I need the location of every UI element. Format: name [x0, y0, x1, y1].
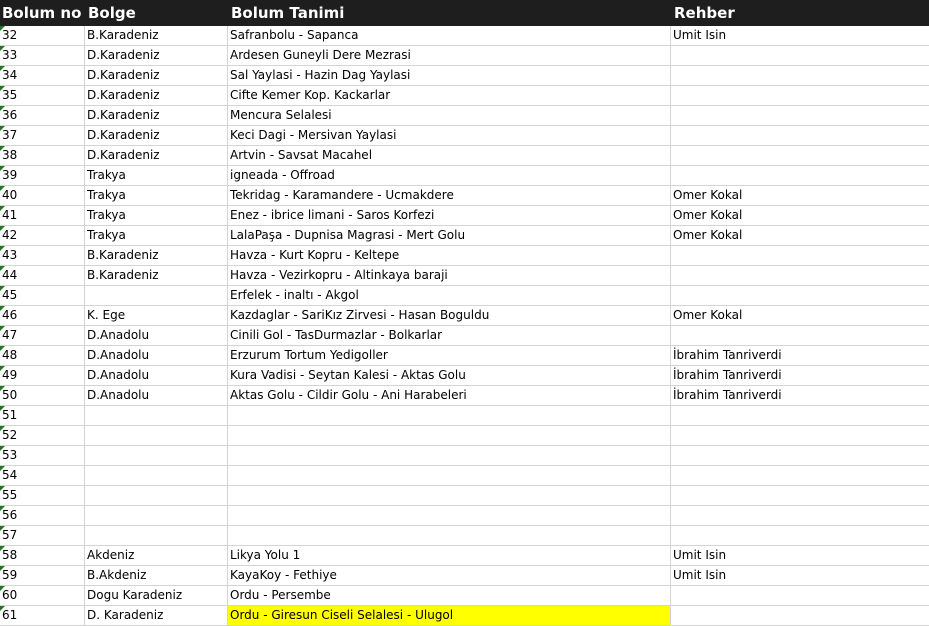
cell-rehber[interactable]	[671, 26, 929, 45]
cell-bolum-tanimi[interactable]	[228, 186, 671, 205]
cell-bolum-no-text: 48	[2, 348, 18, 362]
cell-rehber[interactable]	[671, 66, 929, 85]
cell-bolum-no-text: 58	[2, 548, 18, 562]
cell-rehber[interactable]	[671, 126, 929, 145]
cell-bolum-no[interactable]	[0, 506, 85, 525]
number-as-text-warning-icon	[0, 606, 5, 611]
cell-rehber-text: Omer Kokal	[673, 188, 743, 202]
cell-bolum-no[interactable]	[0, 186, 85, 205]
cell-rehber[interactable]	[671, 166, 929, 185]
cell-bolum-tanimi[interactable]	[228, 546, 671, 565]
cell-bolge[interactable]	[85, 366, 228, 385]
table-row	[0, 186, 929, 206]
number-as-text-warning-icon	[0, 286, 5, 291]
table-row	[0, 146, 929, 166]
cell-bolum-tanimi-text: Mencura Selalesi	[230, 108, 332, 122]
cell-bolge-text: Trakya	[87, 228, 126, 242]
cell-bolum-no-text: 43	[2, 248, 18, 262]
number-as-text-warning-icon	[0, 526, 5, 531]
cell-bolge[interactable]	[85, 386, 228, 405]
cell-bolge-text: D.Karadeniz	[87, 108, 160, 122]
cell-rehber[interactable]	[671, 146, 929, 165]
number-as-text-warning-icon	[0, 106, 5, 111]
cell-bolum-tanimi-text: Kura Vadisi - Seytan Kalesi - Aktas Golu	[230, 368, 466, 382]
cell-bolum-tanimi[interactable]	[228, 286, 671, 305]
table-row	[0, 246, 929, 266]
number-as-text-warning-icon	[0, 546, 5, 551]
cell-rehber[interactable]	[671, 366, 929, 385]
cell-bolge-text: D.Anadolu	[87, 348, 150, 362]
cell-bolum-tanimi[interactable]	[228, 446, 671, 465]
cell-bolge[interactable]	[85, 486, 228, 505]
cell-bolum-no[interactable]	[0, 66, 85, 85]
table-row	[0, 506, 929, 526]
cell-bolum-tanimi[interactable]	[228, 466, 671, 485]
cell-bolum-tanimi-text: Erfelek - inaltı - Akgol	[230, 288, 359, 302]
table-row	[0, 546, 929, 566]
number-as-text-warning-icon	[0, 486, 5, 491]
cell-rehber-text: İbrahim Tanriverdi	[673, 368, 782, 382]
table-row	[0, 346, 929, 366]
cell-bolge-text: D.Karadeniz	[87, 48, 160, 62]
cell-bolge[interactable]	[85, 246, 228, 265]
table-row	[0, 226, 929, 246]
cell-bolge[interactable]	[85, 46, 228, 65]
cell-bolum-tanimi-text: Kazdaglar - SariKız Zirvesi - Hasan Boguldu	[230, 308, 490, 322]
cell-bolum-tanimi[interactable]	[228, 426, 671, 445]
cell-bolum-tanimi[interactable]	[228, 606, 671, 625]
cell-rehber[interactable]	[671, 326, 929, 345]
number-as-text-warning-icon	[0, 386, 5, 391]
cell-bolge[interactable]	[85, 266, 228, 285]
number-as-text-warning-icon	[0, 566, 5, 571]
cell-bolum-tanimi[interactable]	[228, 46, 671, 65]
cell-bolum-no[interactable]	[0, 346, 85, 365]
cell-bolum-tanimi[interactable]	[228, 166, 671, 185]
cell-bolum-no-text: 42	[2, 228, 18, 242]
cell-bolum-no[interactable]	[0, 526, 85, 545]
cell-bolge[interactable]	[85, 66, 228, 85]
cell-rehber[interactable]	[671, 266, 929, 285]
cell-bolge[interactable]	[85, 446, 228, 465]
cell-bolum-no[interactable]	[0, 106, 85, 125]
cell-bolum-no-text: 45	[2, 288, 18, 302]
cell-bolum-no-text: 53	[2, 448, 18, 462]
number-as-text-warning-icon	[0, 586, 5, 591]
cell-bolge-text: Trakya	[87, 208, 126, 222]
number-as-text-warning-icon	[0, 146, 5, 151]
cell-bolge[interactable]	[85, 206, 228, 225]
cell-bolum-tanimi-text: Keci Dagi - Mersivan Yaylasi	[230, 128, 397, 142]
cell-bolum-no-text: 41	[2, 208, 18, 222]
cell-bolum-tanimi[interactable]	[228, 566, 671, 585]
cell-bolge-text: D.Anadolu	[87, 328, 150, 342]
cell-bolum-no-text: 44	[2, 268, 18, 282]
table-row	[0, 606, 929, 626]
cell-bolum-tanimi[interactable]	[228, 266, 671, 285]
cell-bolum-no-text: 46	[2, 308, 18, 322]
cell-bolum-no[interactable]	[0, 366, 85, 385]
cell-bolum-tanimi-text: LalaPaşa - Dupnisa Magrasi - Mert Golu	[230, 228, 466, 242]
cell-bolum-no-text: 57	[2, 528, 18, 542]
cell-bolge[interactable]	[85, 586, 228, 605]
cell-bolum-no-text: 61	[2, 608, 18, 622]
cell-rehber[interactable]	[671, 386, 929, 405]
number-as-text-warning-icon	[0, 206, 5, 211]
cell-rehber-text: Umit Isin	[673, 548, 727, 562]
cell-bolge[interactable]	[85, 326, 228, 345]
cell-bolge-text: D.Karadeniz	[87, 88, 160, 102]
cell-bolum-tanimi[interactable]	[228, 326, 671, 345]
cell-bolum-no-text: 54	[2, 468, 18, 482]
table-row	[0, 126, 929, 146]
cell-bolge[interactable]	[85, 566, 228, 585]
cell-bolum-tanimi-text: Cinili Gol - TasDurmazlar - Bolkarlar	[230, 328, 443, 342]
table-row	[0, 286, 929, 306]
cell-bolge-text: B.Akdeniz	[87, 568, 147, 582]
cell-bolum-no[interactable]	[0, 26, 85, 45]
cell-bolum-tanimi[interactable]	[228, 126, 671, 145]
table-row	[0, 466, 929, 486]
cell-bolum-no[interactable]	[0, 286, 85, 305]
cell-rehber-text: Umit Isin	[673, 568, 727, 582]
cell-bolum-no-text: 52	[2, 428, 18, 442]
table-row	[0, 266, 929, 286]
cell-bolum-no-text: 51	[2, 408, 18, 422]
table-row	[0, 366, 929, 386]
cell-bolge[interactable]	[85, 126, 228, 145]
cell-rehber-text: İbrahim Tanriverdi	[673, 388, 782, 402]
cell-bolge[interactable]	[85, 146, 228, 165]
cell-rehber[interactable]	[671, 286, 929, 305]
cell-bolge-text: Trakya	[87, 188, 126, 202]
cell-bolum-no-text: 39	[2, 168, 18, 182]
cell-rehber[interactable]	[671, 306, 929, 325]
cell-bolum-no[interactable]	[0, 466, 85, 485]
cell-bolge[interactable]	[85, 466, 228, 485]
cell-bolum-tanimi[interactable]	[228, 66, 671, 85]
header-bolum-tanimi[interactable]: Bolum Tanimi	[231, 4, 345, 22]
cell-bolum-tanimi-text: KayaKoy - Fethiye	[230, 568, 337, 582]
cell-bolge-text: B.Karadeniz	[87, 28, 159, 42]
number-as-text-warning-icon	[0, 466, 5, 471]
number-as-text-warning-icon	[0, 46, 5, 51]
table-row	[0, 386, 929, 406]
header-rehber[interactable]: Rehber	[674, 4, 735, 22]
cell-bolge[interactable]	[85, 186, 228, 205]
cell-rehber-text: Umit Isin	[673, 28, 727, 42]
cell-bolge-text: K. Ege	[87, 308, 126, 322]
number-as-text-warning-icon	[0, 226, 5, 231]
cell-rehber[interactable]	[671, 106, 929, 125]
number-as-text-warning-icon	[0, 266, 5, 271]
number-as-text-warning-icon	[0, 406, 5, 411]
table-row	[0, 586, 929, 606]
cell-bolum-tanimi[interactable]	[228, 386, 671, 405]
number-as-text-warning-icon	[0, 426, 5, 431]
cell-bolum-tanimi-text: igneada - Offroad	[230, 168, 335, 182]
cell-rehber[interactable]	[671, 586, 929, 605]
table-row	[0, 446, 929, 466]
cell-rehber[interactable]	[671, 46, 929, 65]
cell-bolum-tanimi[interactable]	[228, 526, 671, 545]
cell-bolum-no[interactable]	[0, 546, 85, 565]
table-row	[0, 166, 929, 186]
cell-bolum-no-text: 55	[2, 488, 18, 502]
cell-bolum-no-text: 59	[2, 568, 18, 582]
cell-bolum-tanimi[interactable]	[228, 86, 671, 105]
cell-bolum-no[interactable]	[0, 426, 85, 445]
header-row	[0, 0, 929, 26]
table-row	[0, 206, 929, 226]
number-as-text-warning-icon	[0, 446, 5, 451]
table-row	[0, 426, 929, 446]
cell-bolge[interactable]	[85, 426, 228, 445]
table-row	[0, 46, 929, 66]
cell-bolum-tanimi[interactable]	[228, 406, 671, 425]
cell-bolum-no-text: 50	[2, 388, 18, 402]
cell-bolum-no[interactable]	[0, 446, 85, 465]
cell-bolum-no-text: 34	[2, 68, 18, 82]
cell-bolum-no[interactable]	[0, 146, 85, 165]
cell-bolum-no[interactable]	[0, 326, 85, 345]
cell-bolum-tanimi-text: Sal Yaylasi - Hazin Dag Yaylasi	[230, 68, 411, 82]
cell-bolum-no-text: 56	[2, 508, 18, 522]
cell-bolge-text: D.Anadolu	[87, 368, 150, 382]
number-as-text-warning-icon	[0, 326, 5, 331]
cell-bolum-no-text: 35	[2, 88, 18, 102]
cell-bolum-tanimi[interactable]	[228, 206, 671, 225]
cell-bolum-no-text: 33	[2, 48, 18, 62]
cell-bolum-no-text: 32	[2, 28, 18, 42]
cell-bolge[interactable]	[85, 226, 228, 245]
cell-bolum-tanimi-text: Ordu - Giresun Ciseli Selalesi - Ulugol	[230, 608, 454, 622]
cell-bolum-tanimi-text: Cifte Kemer Kop. Kackarlar	[230, 88, 391, 102]
cell-bolum-tanimi-text: Enez - ibrice limani - Saros Korfezi	[230, 208, 435, 222]
cell-rehber[interactable]	[671, 86, 929, 105]
cell-rehber-text: Omer Kokal	[673, 228, 743, 242]
cell-bolum-no-text: 47	[2, 328, 18, 342]
cell-bolge[interactable]	[85, 106, 228, 125]
cell-bolum-tanimi[interactable]	[228, 486, 671, 505]
cell-bolum-no[interactable]	[0, 566, 85, 585]
cell-bolum-tanimi-text: Erzurum Tortum Yedigoller	[230, 348, 388, 362]
table-row	[0, 406, 929, 426]
cell-rehber[interactable]	[671, 506, 929, 525]
table-row	[0, 306, 929, 326]
table-body	[0, 26, 929, 626]
cell-bolum-tanimi[interactable]	[228, 26, 671, 45]
cell-bolum-no[interactable]	[0, 606, 85, 625]
table-row	[0, 526, 929, 546]
cell-bolge[interactable]	[85, 306, 228, 325]
cell-bolge[interactable]	[85, 26, 228, 45]
cell-rehber-text: Omer Kokal	[673, 208, 743, 222]
cell-bolum-tanimi[interactable]	[228, 246, 671, 265]
cell-bolum-tanimi-text: Havza - Kurt Kopru - Keltepe	[230, 248, 400, 262]
table-row	[0, 26, 929, 46]
cell-rehber[interactable]	[671, 446, 929, 465]
cell-rehber[interactable]	[671, 546, 929, 565]
cell-rehber[interactable]	[671, 346, 929, 365]
cell-bolge[interactable]	[85, 526, 228, 545]
cell-bolge-text: Akdeniz	[87, 548, 135, 562]
cell-bolum-tanimi-text: Ordu - Persembe	[230, 588, 331, 602]
number-as-text-warning-icon	[0, 86, 5, 91]
cell-rehber[interactable]	[671, 226, 929, 245]
cell-bolge[interactable]	[85, 546, 228, 565]
number-as-text-warning-icon	[0, 66, 5, 71]
table-row	[0, 486, 929, 506]
table-row	[0, 106, 929, 126]
cell-bolge-text: B.Karadeniz	[87, 268, 159, 282]
cell-bolum-no[interactable]	[0, 486, 85, 505]
cell-bolum-no[interactable]	[0, 266, 85, 285]
cell-bolum-tanimi-text: Tekridag - Karamandere - Ucmakdere	[230, 188, 454, 202]
cell-bolge-text: D.Karadeniz	[87, 68, 160, 82]
cell-bolum-tanimi-text: Havza - Vezirkopru - Altinkaya baraji	[230, 268, 448, 282]
cell-rehber[interactable]	[671, 566, 929, 585]
table-row	[0, 566, 929, 586]
number-as-text-warning-icon	[0, 26, 5, 31]
cell-bolum-tanimi[interactable]	[228, 146, 671, 165]
cell-bolum-tanimi-text: Ardesen Guneyli Dere Mezrasi	[230, 48, 411, 62]
cell-bolum-tanimi[interactable]	[228, 106, 671, 125]
cell-bolge-text: B.Karadeniz	[87, 248, 159, 262]
cell-bolge-text: D. Karadeniz	[87, 608, 164, 622]
cell-bolge[interactable]	[85, 606, 228, 625]
cell-bolum-no[interactable]	[0, 586, 85, 605]
cell-bolum-tanimi[interactable]	[228, 506, 671, 525]
cell-rehber[interactable]	[671, 406, 929, 425]
cell-rehber[interactable]	[671, 426, 929, 445]
cell-bolum-tanimi[interactable]	[228, 306, 671, 325]
cell-bolum-tanimi-text: Aktas Golu - Cildir Golu - Ani Harabeleri	[230, 388, 467, 402]
cell-bolge[interactable]	[85, 506, 228, 525]
cell-rehber[interactable]	[671, 206, 929, 225]
cell-bolum-tanimi-text: Safranbolu - Sapanca	[230, 28, 359, 42]
cell-bolum-tanimi[interactable]	[228, 586, 671, 605]
cell-rehber[interactable]	[671, 466, 929, 485]
cell-rehber[interactable]	[671, 186, 929, 205]
cell-bolge-text: D.Karadeniz	[87, 128, 160, 142]
number-as-text-warning-icon	[0, 186, 5, 191]
cell-bolge[interactable]	[85, 346, 228, 365]
cell-rehber-text: İbrahim Tanriverdi	[673, 348, 782, 362]
table-row	[0, 326, 929, 346]
cell-bolum-tanimi[interactable]	[228, 226, 671, 245]
cell-rehber[interactable]	[671, 246, 929, 265]
cell-bolum-no-text: 49	[2, 368, 18, 382]
cell-bolum-no[interactable]	[0, 126, 85, 145]
number-as-text-warning-icon	[0, 306, 5, 311]
cell-bolge-text: D.Anadolu	[87, 388, 150, 402]
cell-bolum-no[interactable]	[0, 306, 85, 325]
cell-bolum-tanimi[interactable]	[228, 346, 671, 365]
cell-bolge[interactable]	[85, 286, 228, 305]
number-as-text-warning-icon	[0, 366, 5, 371]
cell-bolge[interactable]	[85, 166, 228, 185]
cell-bolum-no[interactable]	[0, 386, 85, 405]
cell-bolum-no[interactable]	[0, 46, 85, 65]
number-as-text-warning-icon	[0, 246, 5, 251]
cell-bolum-no[interactable]	[0, 206, 85, 225]
cell-bolum-no[interactable]	[0, 226, 85, 245]
cell-bolge-text: Dogu Karadeniz	[87, 588, 183, 602]
header-bolge[interactable]: Bolge	[88, 4, 136, 22]
cell-bolge-text: Trakya	[87, 168, 126, 182]
cell-bolum-tanimi[interactable]	[228, 366, 671, 385]
cell-rehber-text: Omer Kokal	[673, 308, 743, 322]
table-row	[0, 86, 929, 106]
header-bolum-no[interactable]: Bolum no	[2, 4, 82, 22]
cell-bolge[interactable]	[85, 86, 228, 105]
cell-bolum-no-text: 40	[2, 188, 18, 202]
cell-rehber[interactable]	[671, 606, 929, 625]
table-row	[0, 66, 929, 86]
cell-bolum-no-text: 38	[2, 148, 18, 162]
cell-bolum-no[interactable]	[0, 406, 85, 425]
cell-bolum-no[interactable]	[0, 166, 85, 185]
number-as-text-warning-icon	[0, 506, 5, 511]
cell-bolge-text: D.Karadeniz	[87, 148, 160, 162]
cell-bolum-no-text: 36	[2, 108, 18, 122]
number-as-text-warning-icon	[0, 346, 5, 351]
number-as-text-warning-icon	[0, 126, 5, 131]
number-as-text-warning-icon	[0, 166, 5, 171]
cell-rehber[interactable]	[671, 486, 929, 505]
cell-bolge[interactable]	[85, 406, 228, 425]
cell-bolum-no-text: 37	[2, 128, 18, 142]
cell-bolum-no[interactable]	[0, 246, 85, 265]
cell-bolum-no-text: 60	[2, 588, 18, 602]
cell-rehber[interactable]	[671, 526, 929, 545]
cell-bolum-tanimi-text: Artvin - Savsat Macahel	[230, 148, 373, 162]
cell-bolum-no[interactable]	[0, 86, 85, 105]
cell-bolum-tanimi-text: Likya Yolu 1	[230, 548, 301, 562]
